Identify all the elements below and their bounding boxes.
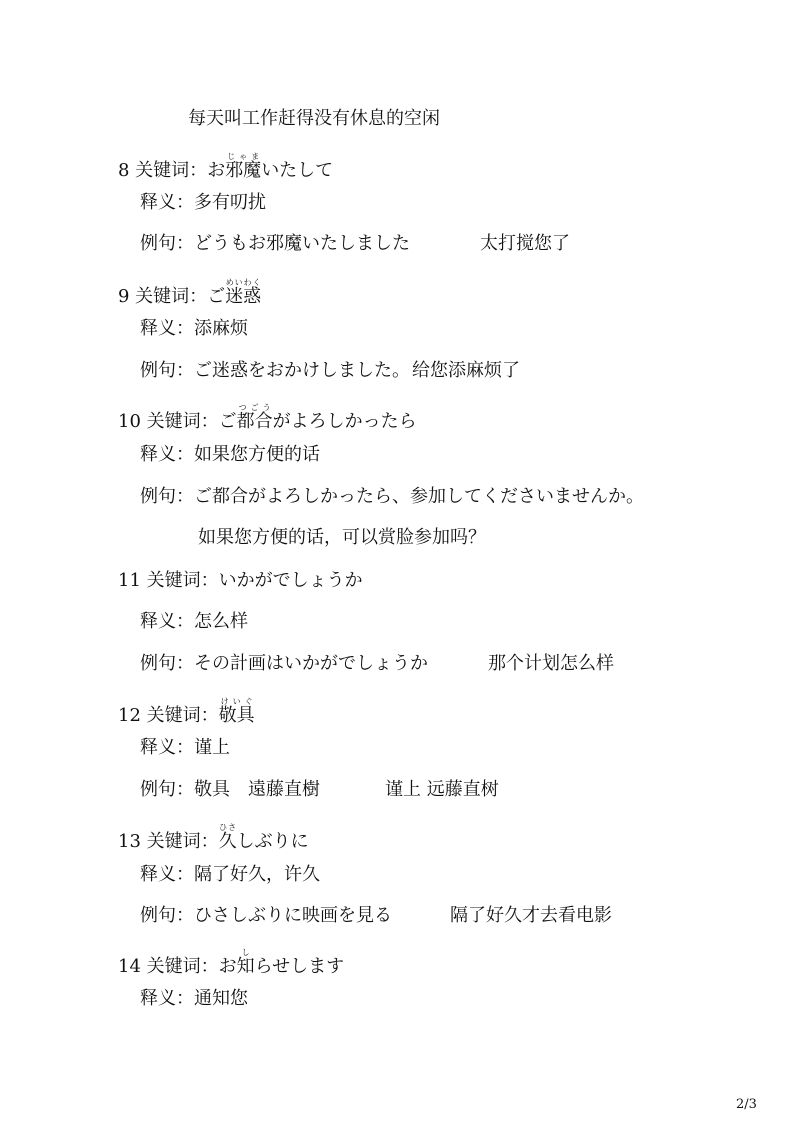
example-label: 例句：	[140, 360, 194, 381]
continuation-line: 每天叫工作赶得没有休息的空闲	[188, 108, 440, 129]
entry-10-example	[140, 486, 644, 508]
entry-12-example	[140, 779, 499, 801]
meaning-label: 释义：	[140, 611, 194, 632]
translation-text: 谨上 远藤直树	[385, 779, 499, 800]
example-text: 敬具 遠藤直樹	[194, 779, 320, 800]
example-label: 例句：	[140, 653, 194, 674]
meaning-label: 释义：	[140, 988, 194, 1009]
entry-9-keyword: ご迷惑めいわく	[207, 278, 262, 307]
entry-heading-label: 11 关键词：	[118, 570, 219, 591]
entry-13-meaning	[140, 864, 320, 886]
entry-12-meaning	[140, 737, 230, 759]
meaning-label: 释义：	[140, 192, 194, 213]
furigana: めいわく	[225, 278, 262, 287]
entry-heading-label: 9 关键词：	[118, 286, 208, 307]
meaning-text: 如果您方便的话	[194, 444, 320, 465]
entry-10-heading	[118, 403, 417, 433]
furigana: けいぐ	[218, 697, 255, 706]
entry-9-example	[140, 360, 520, 382]
entry-heading-label: 10 关键词：	[118, 411, 219, 432]
translation-text: 太打搅您了	[480, 233, 570, 254]
entry-12-heading	[118, 697, 255, 727]
furigana: つごう	[236, 403, 273, 412]
entry-14-heading	[118, 948, 344, 978]
example-label: 例句：	[140, 233, 194, 254]
entry-12-keyword: 敬具けいぐ	[218, 697, 255, 726]
entry-8-example	[140, 233, 570, 255]
entry-heading-label: 14 关键词：	[118, 956, 219, 977]
entry-heading-label: 8 关键词：	[118, 160, 208, 181]
translation-text: 隔了好久才去看电影	[450, 905, 612, 926]
example-label: 例句：	[140, 905, 194, 926]
entry-heading-label: 12 关键词：	[118, 705, 219, 726]
meaning-label: 释义：	[140, 737, 194, 758]
entry-10-translation: 如果您方便的话，可以赏脸参加吗？	[198, 527, 486, 548]
entry-13-keyword: 久ひさしぶりに	[218, 823, 309, 852]
meaning-text: 添麻烦	[194, 318, 248, 339]
example-text: どうもお邪魔いたしました	[194, 233, 410, 254]
example-label: 例句：	[140, 486, 194, 507]
entry-10-keyword: ご都合つごうがよろしかったら	[218, 403, 417, 432]
entry-14-meaning	[140, 988, 248, 1010]
page-number: 2/3	[736, 1097, 757, 1112]
meaning-text: 谨上	[194, 737, 230, 758]
entry-8-keyword: お邪魔じゃまいたして	[207, 152, 334, 181]
entry-11-keyword: いかがでしょうか	[218, 570, 363, 591]
entry-11-heading	[118, 570, 363, 592]
example-text: その計画はいかがでしょうか	[194, 653, 428, 674]
entry-13-heading	[118, 823, 309, 853]
meaning-label: 释义：	[140, 444, 194, 465]
entry-9-heading	[118, 278, 261, 308]
entry-10-meaning	[140, 444, 320, 466]
entry-9-meaning	[140, 318, 248, 340]
example-text: ご都合がよろしかったら、参加してくださいませんか。	[194, 486, 644, 507]
furigana: ひさ	[218, 823, 237, 832]
entry-8-heading	[118, 152, 333, 182]
translation-text: 那个计划怎么样	[488, 653, 614, 674]
entry-8-meaning	[140, 192, 266, 214]
meaning-text: 隔了好久，许久	[194, 864, 320, 885]
meaning-label: 释义：	[140, 318, 194, 339]
entry-11-example	[140, 653, 614, 675]
meaning-text: 怎么样	[194, 611, 248, 632]
furigana: し	[236, 948, 255, 957]
furigana: じゃま	[225, 152, 262, 161]
translation-text: 给您添麻烦了	[412, 360, 520, 381]
entry-14-keyword: お知しらせします	[218, 948, 345, 977]
example-text: ご迷惑をおかけしました。	[194, 360, 410, 381]
meaning-text: 多有叨扰	[194, 192, 266, 213]
meaning-text: 通知您	[194, 988, 248, 1009]
example-label: 例句：	[140, 779, 194, 800]
entry-11-meaning	[140, 611, 248, 633]
meaning-label: 释义：	[140, 864, 194, 885]
entry-heading-label: 13 关键词：	[118, 831, 219, 852]
example-text: ひさしぶりに映画を見る	[194, 905, 392, 926]
entry-13-example	[140, 905, 612, 927]
